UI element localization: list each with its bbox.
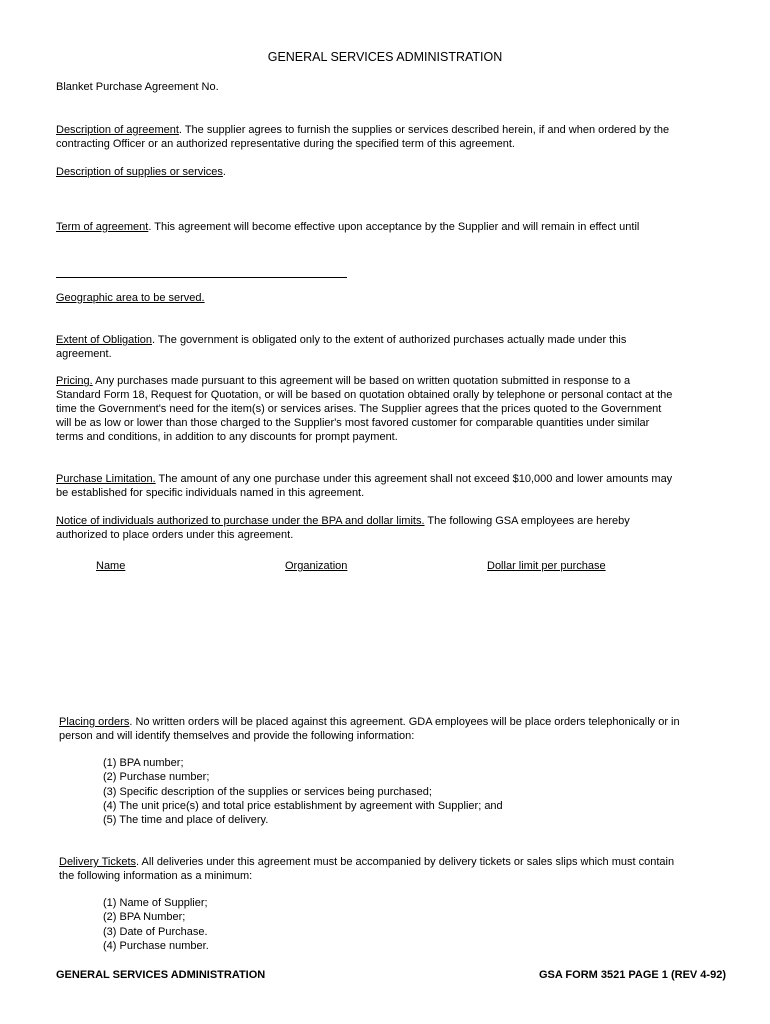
list-item: (2) BPA Number; [103, 911, 186, 924]
column-header-dollar-limit: Dollar limit per purchase [487, 560, 606, 572]
column-header-organization: Organization [285, 560, 348, 572]
authorized-label: Notice of individuals authorized to purchase under the BPA and dollar limits. [56, 515, 425, 527]
supplies-label: Description of supplies or services [56, 166, 223, 178]
placing-label: Placing orders [59, 716, 130, 728]
delivery-section [59, 855, 689, 883]
description-label: Description of agreement [56, 124, 179, 136]
footer-form-number: GSA FORM 3521 PAGE 1 (REV 4-92) [538, 969, 726, 981]
description-text: . The supplier agrees to furnish the supplies or services described herein, if and when ordered by the contracting Officer or an authorized representative during the specified term of this agreement. [56, 124, 670, 150]
limitation-label: Purchase Limitation. [56, 473, 156, 485]
term-label: Term of agreement [56, 221, 149, 233]
pricing-label: Pricing. [56, 375, 93, 387]
description-section [56, 123, 686, 151]
list-item: (2) Purchase number; [103, 771, 210, 784]
term-text: . This agreement will become effective upon acceptance by the Supplier and will remain in effect until [148, 221, 640, 233]
bpa-number-line: Blanket Purchase Agreement No. [56, 81, 219, 93]
placing-section [59, 715, 709, 743]
list-item: (3) Specific description of the supplies or services being purchased; [103, 785, 432, 798]
page-title: GENERAL SERVICES ADMINISTRATION [267, 50, 503, 64]
geographic-section [56, 291, 205, 305]
authorized-text: The following GSA employees are hereby authorized to place orders under this agreement. [56, 515, 630, 541]
list-item: (4) Purchase number. [103, 939, 209, 952]
delivery-items-list [103, 896, 209, 953]
supplies-section [56, 165, 226, 179]
delivery-text: . All deliveries under this agreement must be accompanied by delivery tickets or sales slips which must contain the following information as a minimum: [59, 856, 675, 882]
limitation-section [56, 472, 686, 500]
obligation-section [56, 333, 666, 361]
footer-agency: GENERAL SERVICES ADMINISTRATION [56, 969, 266, 981]
obligation-text: . The government is obligated only to the extent of authorized purchases actually made under this agreement. [56, 334, 627, 360]
list-item: (1) Name of Supplier; [103, 897, 208, 909]
list-item: (5) The time and place of delivery. [103, 814, 269, 827]
pricing-section [56, 374, 676, 444]
column-header-name: Name [96, 560, 126, 572]
pricing-text: Any purchases made pursuant to this agreement will be based on written quotation submitted in response to a Standard Form 18, Request for Quotation, or will be based on quotation obtained orally by telephone or personal contact at the time the Government's need for the item(s) or services arises. The Supplier agrees that the prices quoted to the Government will be as low or lower than those charged to the Supplier's most favored customer for comparable quantities under similar terms and conditions, in addition to any discounts for prompt payment. [56, 375, 673, 443]
limitation-text: The amount of any one purchase under this agreement shall not exceed $10,000 and lower amounts may be established for specific individuals named in this agreement. [56, 473, 673, 499]
term-end-date-blank[interactable] [56, 277, 347, 278]
placing-items-list [103, 756, 503, 827]
list-item: (3) Date of Purchase. [103, 925, 208, 938]
delivery-label: Delivery Tickets [59, 856, 137, 868]
list-item: (4) The unit price(s) and total price establishment by agreement with Supplier; and [103, 799, 503, 812]
term-section [56, 220, 716, 234]
placing-text: . No written orders will be placed against this agreement. GDA employees will be place orders telephonically or in person and will identify themselves and provide the following information: [59, 716, 680, 742]
geographic-label: Geographic area to be served. [56, 292, 205, 304]
obligation-label: Extent of Obligation [56, 334, 153, 346]
list-item: (1) BPA number; [103, 757, 184, 769]
authorized-section [56, 514, 676, 542]
supplies-suffix: . [222, 166, 226, 178]
